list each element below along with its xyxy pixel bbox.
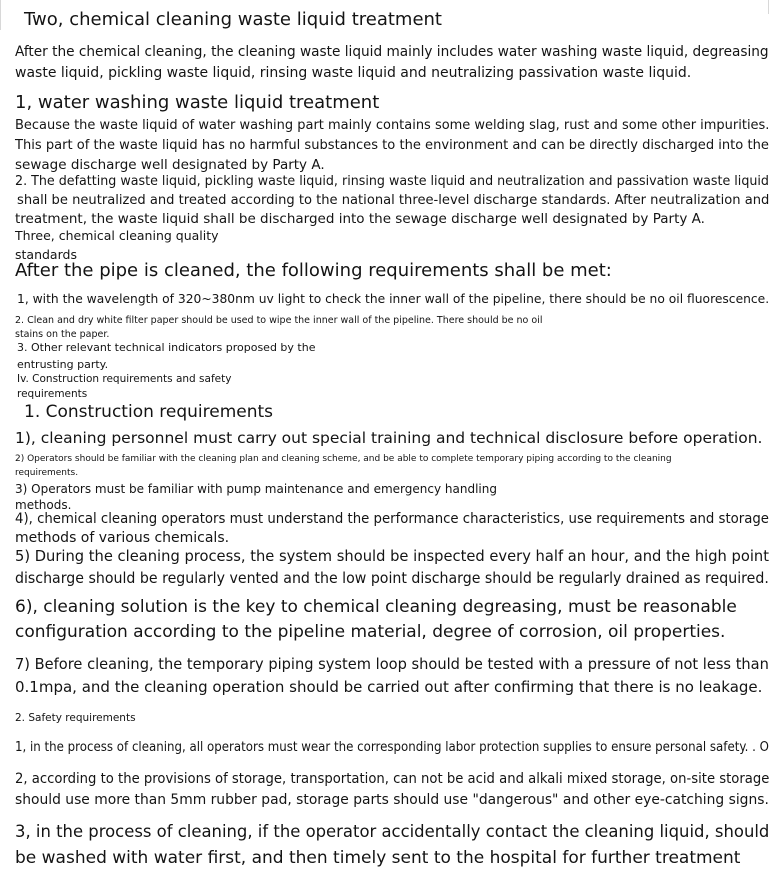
quality-item: stains on the paper.	[15, 329, 110, 340]
safety-line: 3, in the process of cleaning, if the operator accidentally contact the cleaning liquid, should	[15, 822, 770, 842]
safety-heading: 2. Safety requirements	[15, 712, 136, 724]
paragraph-line: 2. The defatting waste liquid, pickling waste liquid, rinsing waste liquid and neutralization and passivation waste liquid	[15, 173, 769, 189]
safety-line: 2, according to the provisions of storage, transportation, can not be acid and alkali mixed storage, on-site storage	[15, 771, 770, 787]
section-title: Two, chemical cleaning waste liquid treatment	[24, 9, 442, 30]
requirement-line: 3) Operators must be familiar with pump maintenance and emergency handling	[15, 482, 497, 496]
water-washing-heading: 1, water washing waste liquid treatment	[15, 92, 380, 113]
quality-item: 1, with the wavelength of 320~380nm uv light to check the inner wall of the pipeline, there should be no oil fluorescence.	[17, 291, 770, 306]
quality-heading: Three, chemical cleaning quality	[15, 228, 219, 243]
safety-line: 1, in the process of cleaning, all operators must wear the corresponding labor protection supplies to ensure personal safety. . O	[15, 740, 769, 755]
quality-item: 3. Other relevant technical indicators proposed by the	[17, 341, 316, 354]
quality-heading: standards	[15, 247, 77, 262]
page-edge-right	[768, 0, 769, 14]
paragraph-line: Because the waste liquid of water washing part mainly contains some welding slag, rust and some other impurities.	[15, 117, 770, 133]
page-edge-left	[0, 0, 1, 30]
requirement-line: configuration according to the pipeline material, degree of corrosion, oil properties.	[15, 622, 726, 642]
requirement-line: 2) Operators should be familiar with the cleaning plan and cleaning scheme, and be able to complete temporary piping according to the cleaning	[15, 454, 672, 464]
construction-heading: Iv. Construction requirements and safety	[17, 373, 232, 385]
requirement-line: methods.	[15, 498, 72, 512]
requirement-line: 0.1mpa, and the cleaning operation should be carried out after confirming that there is no leakage.	[15, 678, 763, 696]
quality-item: 2. Clean and dry white filter paper should be used to wipe the inner wall of the pipeline. There should be no oil	[15, 315, 543, 326]
paragraph-line: This part of the waste liquid has no harmful substances to the environment and can be directly discharged into the	[15, 137, 769, 153]
construction-sub-heading: 1. Construction requirements	[24, 402, 274, 422]
requirement-line: discharge should be regularly vented and the low point discharge should be regularly drained as required.	[15, 569, 769, 587]
quality-item: entrusting party.	[17, 358, 109, 371]
intro-line: After the chemical cleaning, the cleaning waste liquid mainly includes water washing waste liquid, degreasing	[15, 44, 769, 60]
requirement-line: requirements.	[15, 468, 79, 478]
paragraph-line: sewage discharge well designated by Party A.	[15, 157, 325, 173]
requirement-line: methods of various chemicals.	[15, 530, 230, 546]
safety-line: should use more than 5mm rubber pad, storage parts should use "dangerous" and other eye-catching signs.	[15, 792, 769, 808]
paragraph-line: shall be neutralized and treated according to the national three-level discharge standards. After neutralization and	[17, 192, 770, 208]
requirement-line: 7) Before cleaning, the temporary piping system loop should be tested with a pressure of not less than	[15, 655, 769, 673]
quality-lead: After the pipe is cleaned, the following requirements shall be met:	[15, 260, 612, 281]
intro-line: waste liquid, pickling waste liquid, rinsing waste liquid and neutralizing passivation waste liquid.	[15, 65, 692, 81]
construction-heading: requirements	[17, 388, 88, 400]
requirement-line: 6), cleaning solution is the key to chemical cleaning degreasing, must be reasonable	[15, 597, 737, 617]
requirement-line: 4), chemical cleaning operators must understand the performance characteristics, use requirements and storage	[15, 511, 769, 527]
requirement-line: 1), cleaning personnel must carry out special training and technical disclosure before operation.	[15, 429, 763, 447]
requirement-line: 5) During the cleaning process, the system should be inspected every half an hour, and the high point	[15, 547, 769, 565]
safety-line: be washed with water first, and then timely sent to the hospital for further treatment	[15, 848, 741, 868]
paragraph-line: treatment, the waste liquid shall be discharged into the sewage discharge well designated by Party A.	[15, 211, 705, 227]
